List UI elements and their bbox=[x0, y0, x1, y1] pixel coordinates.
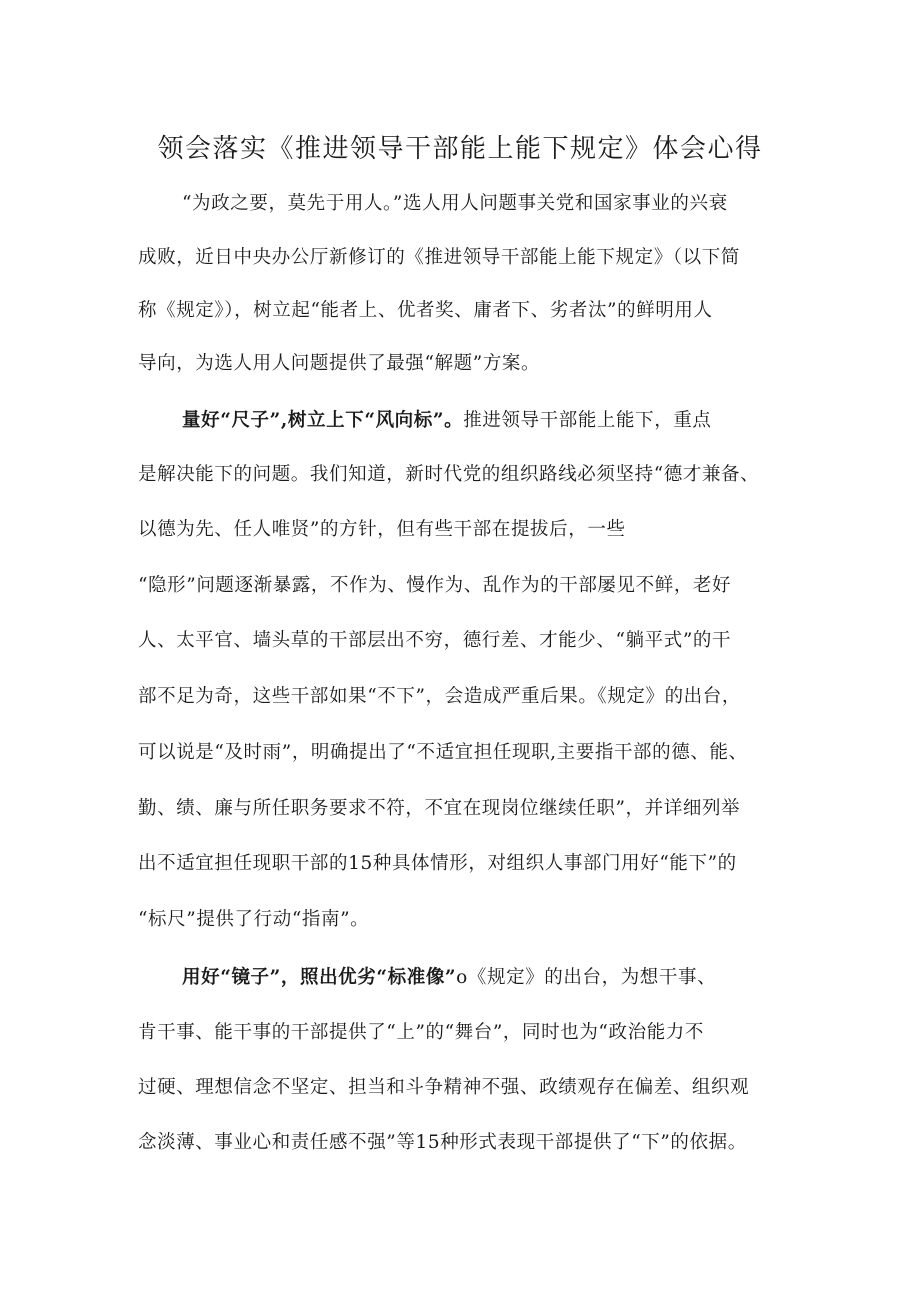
paragraph-1-line-4: 导向，为选人用人问题提供了最强“解题”方案。 bbox=[138, 353, 541, 374]
paragraph-1-line-2: 成败，近日中央办公厅新修订的《推进领导干部能上能下规定》（以下简 bbox=[138, 247, 740, 268]
paragraph-2-line-3: 以德为先、任人唯贤”的方针，但有些干部在提拔后，一些 bbox=[138, 519, 626, 540]
paragraph-1-line-3: 称《规定》），树立起“能者上、优者奖、庸者下、劣者汰”的鲜明用人 bbox=[138, 300, 713, 321]
paragraph-3-line-4: 念淡薄、事业心和责任感不强”等15种形式表现干部提供了“下”的依据。 bbox=[138, 1132, 747, 1153]
paragraph-3-text: o《规定》的出台，为想干事、 bbox=[456, 967, 717, 988]
paragraph-3-line-1 bbox=[182, 966, 798, 990]
paragraph-3-heading: 用好“镜子”，照出优劣“标准像” bbox=[182, 967, 457, 988]
paragraph-3-line-3: 过硬、理想信念不坚定、担当和斗争精神不强、政绩观存在偏差、组织观 bbox=[138, 1077, 750, 1098]
paragraph-2-heading: 量好“尺子”,树立上下“风向标”。 bbox=[182, 410, 464, 431]
paragraph-2-line-2: 是解决能下的问题。我们知道，新时代党的组织路线必须坚持“德才兼备、 bbox=[138, 464, 760, 485]
paragraph-3-line-2: 肯干事、能干事的干部提供了“上”的“舞台”，同时也为“政治能力不 bbox=[138, 1022, 704, 1043]
paragraph-2-line-7: 可以说是“及时雨”，明确提出了“不适宜担任现职,主要指干部的德、能、 bbox=[138, 742, 748, 763]
paragraph-2-line-4: “隐形”问题逐渐暴露，不作为、慢作为、乱作为的干部屡见不鲜，老好 bbox=[138, 575, 732, 596]
paragraph-2-line-1 bbox=[182, 409, 798, 433]
paragraph-1-line-1: “为政之要，莫先于用人。”选人用人问题事关党和国家事业的兴衰 bbox=[182, 193, 728, 214]
paragraph-2-line-6: 部不足为奇，这些干部如果“不下”，会造成严重后果。《规定》的出台， bbox=[138, 686, 741, 707]
paragraph-2-line-5: 人、太平官、墙头草的干部层出不穷，德行差、才能少、“躺平式”的干 bbox=[138, 630, 732, 651]
paragraph-2-text: 推进领导干部能上能下，重点 bbox=[463, 410, 712, 431]
paragraph-2-line-10: “标尺”提供了行动“指南”。 bbox=[138, 909, 370, 930]
paragraph-2-line-9: 出不适宜担任现职干部的15种具体情形，对组织人事部门用好“能下”的 bbox=[138, 853, 737, 874]
paragraph-2-line-8: 勤、绩、廉与所任职务要求不符，不宜在现岗位继续任职”，并详细列举 bbox=[138, 798, 741, 819]
document-title: 领会落实《推进领导干部能上能下规定》体会心得 bbox=[157, 134, 763, 164]
